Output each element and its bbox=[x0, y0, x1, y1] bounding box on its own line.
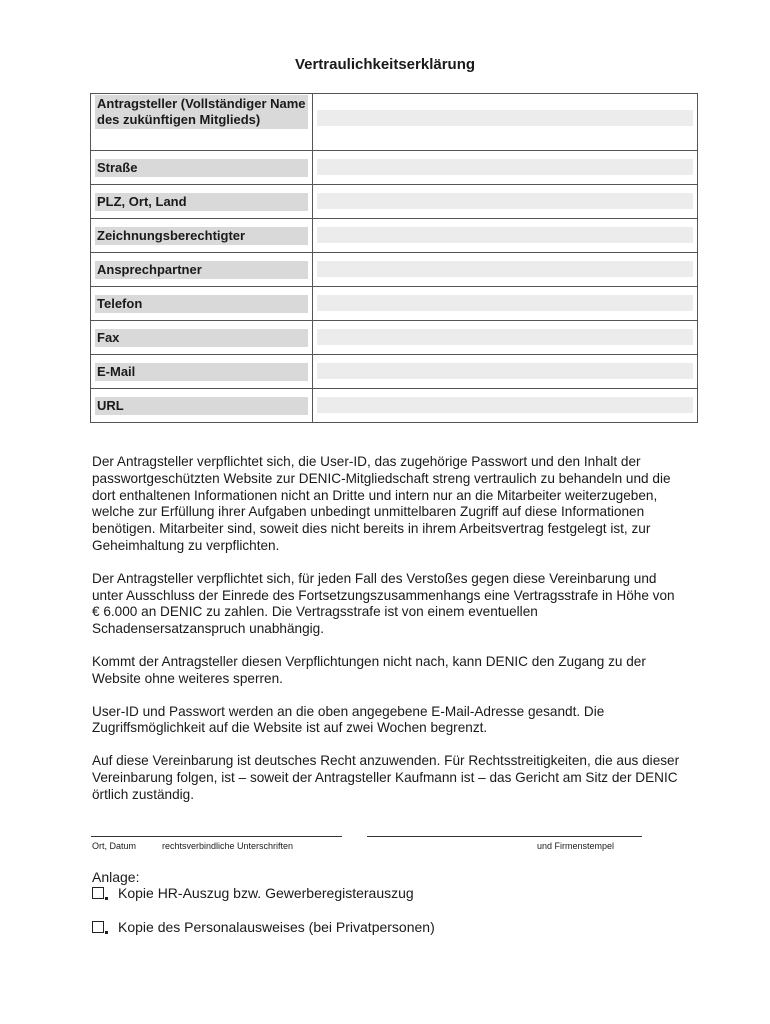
label-antragsteller: Antragsteller (Vollständiger Name des zukünftigen Mitglieds) bbox=[95, 95, 308, 129]
form-row-url bbox=[91, 389, 698, 423]
label-fax: Fax bbox=[95, 329, 308, 347]
ansprechpartner-field[interactable] bbox=[317, 261, 693, 277]
document-title: Vertraulichkeitserklärung bbox=[294, 56, 476, 73]
paragraph-access-block: Kommt der Antragsteller diesen Verpflichtungen nicht nach, kann DENIC den Zugang zu der Website ohne weiteres sperren. bbox=[92, 653, 646, 686]
fax-field[interactable] bbox=[317, 329, 693, 345]
unterschriften-label: rechtsverbindliche Unterschriften bbox=[162, 841, 294, 851]
label-url: URL bbox=[95, 397, 308, 415]
form-row-email bbox=[91, 355, 698, 389]
form-row-plz-ort-land bbox=[91, 185, 698, 219]
antragsteller-field[interactable] bbox=[317, 110, 693, 126]
form-row-antragsteller bbox=[91, 94, 698, 151]
checkbox-icon[interactable] bbox=[92, 921, 104, 933]
applicant-form-table bbox=[90, 93, 698, 423]
form-row-zeichnungsberechtigter bbox=[91, 219, 698, 253]
form-row-strasse bbox=[91, 151, 698, 185]
paragraph-jurisdiction: Auf diese Vereinbarung ist deutsches Recht anzuwenden. Für Rechtsstreitigkeiten, die aus dieser Vereinbarung folgen, ist – soweit der Antragsteller Kaufmann ist – das Gericht am Sitz der DENIC örtlich zuständig. bbox=[92, 753, 680, 802]
anlage-item-hr-auszug[interactable] bbox=[92, 885, 414, 901]
anlage-heading: Anlage: bbox=[92, 869, 140, 885]
form-row-fax bbox=[91, 321, 698, 355]
plz-ort-land-field[interactable] bbox=[317, 193, 693, 209]
form-row-ansprechpartner bbox=[91, 253, 698, 287]
signature-line-left[interactable] bbox=[91, 836, 342, 837]
strasse-field[interactable] bbox=[317, 159, 693, 175]
label-plz-ort-land: PLZ, Ort, Land bbox=[95, 193, 308, 211]
label-email: E-Mail bbox=[95, 363, 308, 381]
checkbox-icon[interactable] bbox=[92, 887, 104, 899]
anlage-item-personalausweis[interactable] bbox=[92, 919, 435, 935]
label-telefon: Telefon bbox=[95, 295, 308, 313]
url-field[interactable] bbox=[317, 397, 693, 413]
paragraph-credentials: User-ID und Passwort werden an die oben angegebene E-Mail-Adresse gesandt. Die Zugriffsmöglichkeit auf die Website ist auf zwei Wochen begrenzt. bbox=[92, 703, 605, 736]
anlage-item-label: Kopie des Personalausweises (bei Privatpersonen) bbox=[118, 919, 435, 935]
paragraph-confidentiality: Der Antragsteller verpflichtet sich, die User-ID, das zugehörige Passwort und den Inhalt der passwortgeschützten Website zur DENIC-Mitgliedschaft streng vertraulich zu behandeln und die dort enthaltenen Informationen nicht an Dritte und intern nur an die Mitarbeiter weiterzugeben, welche zur Erfüllung ihrer Aufgaben unbedingt unmittelbaren Zugriff auf diese Informationen benötigen. Mitarbeiter sind, soweit dies nicht bereits in ihrem Arbeitsvertrag festgelegt ist, zur Geheimhaltung zu verpflichten. bbox=[92, 454, 671, 553]
label-zeichnungsberechtigter: Zeichnungsberechtigter bbox=[95, 227, 308, 245]
firmenstempel-label: und Firmenstempel bbox=[537, 841, 615, 851]
paragraph-penalty: Der Antragsteller verpflichtet sich, für jeden Fall des Verstoßes gegen diese Vereinbarung und unter Ausschluss der Einrede des Fortsetzungszusammenhangs eine Vertragsstrafe in Höhe von € 6.000 an DENIC zu zahlen. Die Vertragsstrafe ist von einem eventuellen Schadensersatzanspruch unabhängig. bbox=[92, 570, 675, 637]
signature-line-right[interactable] bbox=[367, 836, 642, 837]
zeichnungsberechtigter-field[interactable] bbox=[317, 227, 693, 243]
email-field[interactable] bbox=[317, 363, 693, 379]
telefon-field[interactable] bbox=[317, 295, 693, 311]
form-row-telefon bbox=[91, 287, 698, 321]
agreement-text bbox=[92, 454, 684, 820]
label-strasse: Straße bbox=[95, 159, 308, 177]
anlage-item-label: Kopie HR-Auszug bzw. Gewerberegisterauszug bbox=[118, 885, 414, 901]
label-ansprechpartner: Ansprechpartner bbox=[95, 261, 308, 279]
ort-datum-label: Ort, Datum bbox=[92, 841, 137, 851]
